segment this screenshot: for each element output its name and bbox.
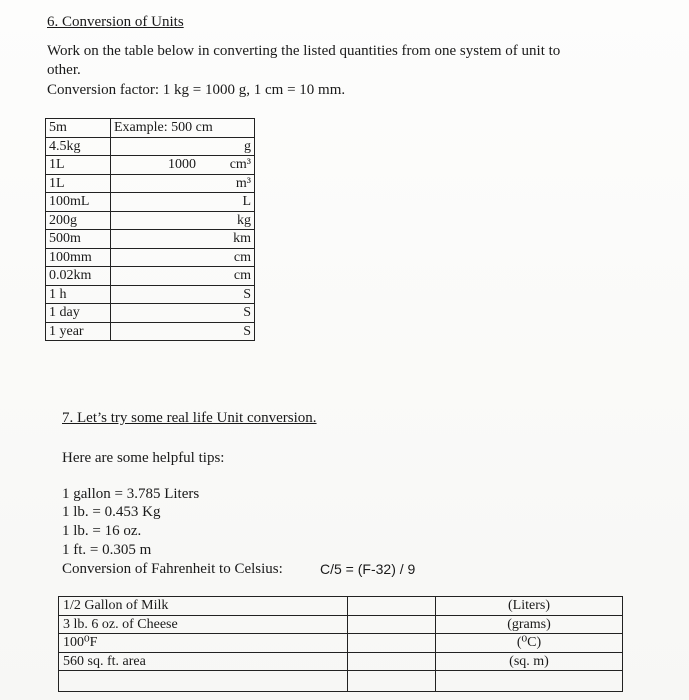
row-unit: (Liters) xyxy=(436,597,623,616)
row-quantity: 500m xyxy=(46,230,111,249)
answer-cell[interactable] xyxy=(111,137,255,156)
row-unit: m³ xyxy=(235,175,251,191)
table-row xyxy=(46,137,255,156)
table-row xyxy=(59,597,623,616)
row-quantity: 1L xyxy=(46,174,111,193)
row-unit: km xyxy=(233,231,251,247)
row-quantity: 100mL xyxy=(46,193,111,212)
tip-item: 1 lb. = 16 oz. xyxy=(62,523,142,539)
answer-cell[interactable] xyxy=(111,174,255,193)
row-value: 1000 xyxy=(168,157,196,173)
tips-intro: Here are some helpful tips: xyxy=(62,450,225,466)
fahrenheit-label: Conversion of Fahrenheit to Celsius: xyxy=(62,561,283,577)
table-row xyxy=(46,211,255,230)
row-unit: cm³ xyxy=(229,157,251,173)
answer-cell[interactable] xyxy=(111,193,255,212)
answer-cell[interactable] xyxy=(111,304,255,323)
table-row xyxy=(46,267,255,286)
answer-cell[interactable] xyxy=(348,634,436,653)
table-row xyxy=(59,652,623,671)
table-row xyxy=(46,193,255,212)
section-6-title: 6. Conversion of Units xyxy=(47,14,184,30)
row-item: 1/2 Gallon of Milk xyxy=(59,597,348,616)
answer-cell[interactable] xyxy=(111,267,255,286)
instruction-line-1: Work on the table below in converting the listed quantities from one system of unit to xyxy=(47,43,561,59)
answer-cell[interactable] xyxy=(111,211,255,230)
row-unit: L xyxy=(242,194,251,210)
row-quantity: 1 year xyxy=(46,322,111,341)
table-row xyxy=(46,248,255,267)
row-unit: g xyxy=(244,138,251,154)
table-row xyxy=(46,322,255,341)
row-quantity: 1 day xyxy=(46,304,111,323)
row-unit: (grams) xyxy=(436,615,623,634)
table-row xyxy=(46,156,255,175)
row-unit: S xyxy=(243,305,251,321)
row-item: 560 sq. ft. area xyxy=(59,652,348,671)
table-row xyxy=(59,634,623,653)
answer-cell[interactable] xyxy=(348,671,436,692)
table-row xyxy=(59,615,623,634)
fahrenheit-formula: C/5 = (F-32) / 9 xyxy=(320,561,416,577)
table-header-row xyxy=(46,119,255,138)
conversion-factor: Conversion factor: 1 kg = 1000 g, 1 cm = 10 mm. xyxy=(47,82,346,98)
answer-cell[interactable] xyxy=(111,285,255,304)
header-example: Example: 500 cm xyxy=(111,119,255,138)
table-row xyxy=(46,174,255,193)
row-unit[interactable] xyxy=(436,671,623,692)
answer-cell[interactable] xyxy=(111,248,255,267)
row-item[interactable] xyxy=(59,671,348,692)
real-life-conversion-table xyxy=(58,596,623,692)
tip-item: 1 lb. = 0.453 Kg xyxy=(62,504,161,520)
row-unit: cm xyxy=(233,268,251,284)
unit-conversion-table xyxy=(45,118,255,341)
answer-cell[interactable] xyxy=(111,322,255,341)
table-row xyxy=(59,671,623,692)
answer-cell[interactable] xyxy=(348,615,436,634)
row-unit: kg xyxy=(237,212,251,228)
row-quantity: 4.5kg xyxy=(46,137,111,156)
answer-cell[interactable] xyxy=(111,156,255,175)
header-quantity: 5m xyxy=(46,119,111,138)
instruction-line-2: other. xyxy=(47,62,81,78)
section-7-title: 7. Let’s try some real life Unit conversion. xyxy=(62,410,317,426)
row-quantity: 1L xyxy=(46,156,111,175)
row-quantity: 1 h xyxy=(46,285,111,304)
tip-item: 1 ft. = 0.305 m xyxy=(62,542,152,558)
row-quantity: 0.02km xyxy=(46,267,111,286)
answer-cell[interactable] xyxy=(111,230,255,249)
answer-cell[interactable] xyxy=(348,597,436,616)
tip-item: 1 gallon = 3.785 Liters xyxy=(62,486,200,502)
row-unit: cm xyxy=(233,249,251,265)
row-quantity: 100mm xyxy=(46,248,111,267)
row-item: 100⁰F xyxy=(59,634,348,653)
table-row xyxy=(46,304,255,323)
row-unit: S xyxy=(243,286,251,302)
row-quantity: 200g xyxy=(46,211,111,230)
table-row xyxy=(46,285,255,304)
row-unit: (sq. m) xyxy=(436,652,623,671)
row-item: 3 lb. 6 oz. of Cheese xyxy=(59,615,348,634)
answer-cell[interactable] xyxy=(348,652,436,671)
row-unit: (⁰C) xyxy=(436,634,623,653)
table-row xyxy=(46,230,255,249)
row-unit: S xyxy=(243,323,251,339)
